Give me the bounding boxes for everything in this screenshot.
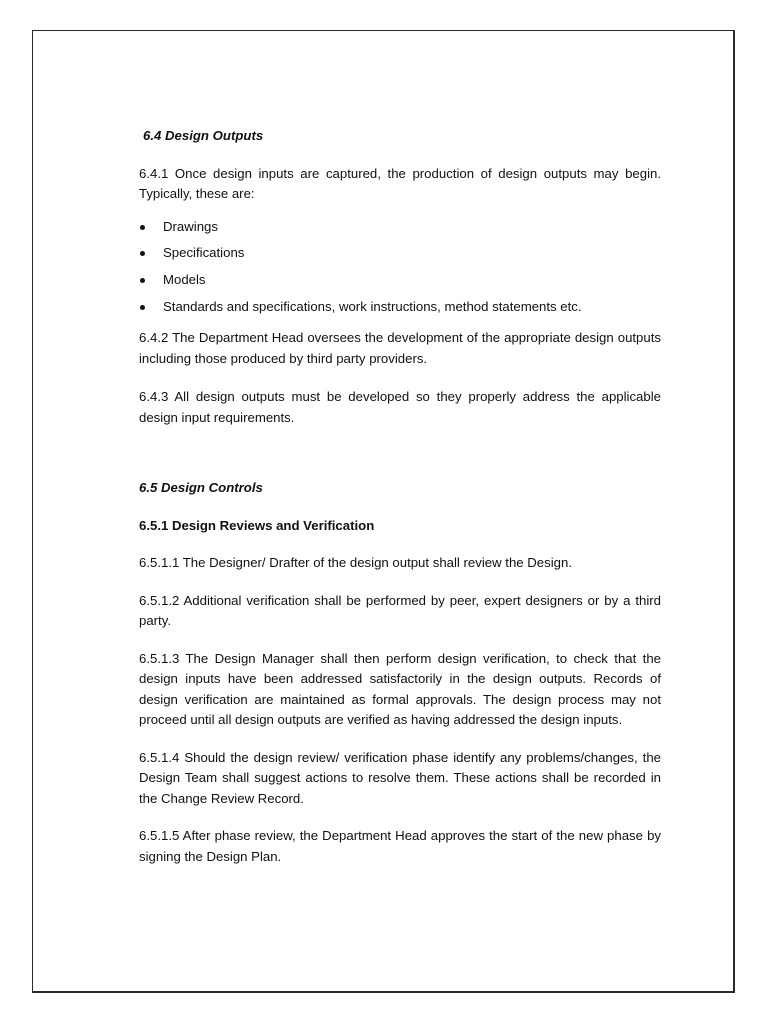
- list-item: Models: [139, 270, 661, 291]
- list-item: Specifications: [139, 243, 661, 264]
- design-outputs-list: [139, 217, 661, 318]
- paragraph-6-4-3: 6.4.3 All design outputs must be developed so they properly address the applicable design input requirements.: [139, 389, 661, 425]
- document-body: [139, 126, 661, 867]
- paragraph-6-4-1: 6.4.1 Once design inputs are captured, the production of design outputs may begin. Typically, these are:: [139, 165, 661, 201]
- list-item: Drawings: [139, 217, 661, 238]
- paragraph-6-5-1-2: 6.5.1.2 Additional verification shall be performed by peer, expert designers or by a third party.: [139, 592, 661, 629]
- list-item: Standards and specifications, work instructions, method statements etc.: [139, 297, 661, 318]
- heading-6-5: 6.5 Design Controls: [139, 480, 263, 496]
- paragraph-6-5-1-5: 6.5.1.5 After phase review, the Department Head approves the start of the new phase by signing the Design Plan.: [139, 828, 661, 864]
- paragraph-6-5-1-4: 6.5.1.4 Should the design review/ verification phase identify any problems/changes, the Design Team shall suggest actions to resolve them. These actions shall be recorded in the Change Review Record.: [139, 749, 661, 806]
- heading-6-4: 6.4 Design Outputs: [143, 128, 264, 143]
- paragraph-6-5-1-3: 6.5.1.3 The Design Manager shall then perform design verification, to check that the design inputs have been addressed satisfactorily in the design outputs. Records of design verification are maintained as formal approvals. The design process may not proceed until all design outputs are verified as having addressed the design inputs.: [139, 650, 661, 728]
- heading-6-5-1: 6.5.1 Design Reviews and Verification: [139, 517, 375, 533]
- paragraph-6-5-1-1: 6.5.1.1 The Designer/ Drafter of the design output shall review the Design.: [139, 555, 572, 571]
- paragraph-6-4-2: 6.4.2 The Department Head oversees the development of the appropriate design outputs including those produced by third party providers.: [139, 330, 661, 366]
